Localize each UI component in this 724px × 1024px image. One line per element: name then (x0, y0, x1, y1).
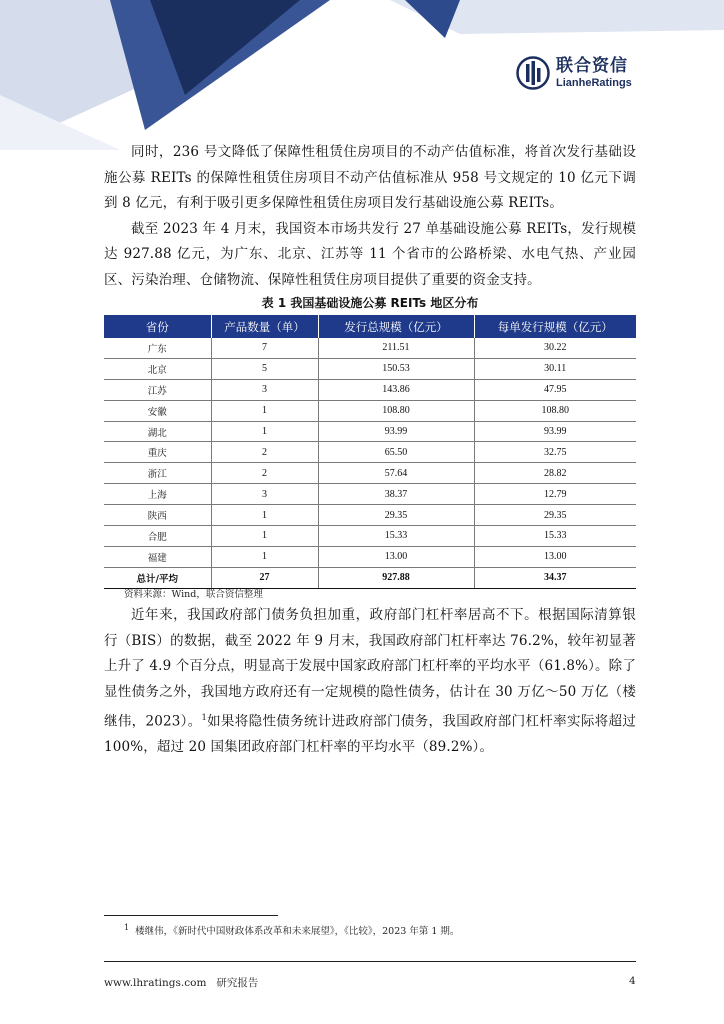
paragraph-3-part-a: 近年来，我国政府部门债务负担加重，政府部门杠杆率居高不下。根据国际清算银行（BIS）的数据，截至 2022 年 9 月末，我国政府部门杠杆率达 76.2%，较年初显著上升了 4.9 个百分点，明显高于发展中国家政府部门杠杆率的平均水平（61.8%）。除了显性债务之外，我国地方政府还有一定规模的隐性债务，估计在 30 万亿～50 万亿（楼继伟，2023）。 (104, 607, 636, 730)
cell-avg: 47.95 (474, 379, 636, 400)
cell-total: 93.99 (318, 421, 474, 442)
cell-avg: 108.80 (474, 400, 636, 421)
cell-avg: 15.33 (474, 526, 636, 547)
cell-total: 65.50 (318, 442, 474, 463)
cell-province: 重庆 (104, 442, 211, 463)
header-province: 省份 (104, 315, 211, 338)
header-avg-size: 每单发行规模（亿元） (474, 315, 636, 338)
cell-avg: 32.75 (474, 442, 636, 463)
cell-count: 7 (211, 338, 318, 358)
cell-count: 5 (211, 358, 318, 379)
footnote-ref[interactable]: 1 (201, 713, 207, 722)
footer-site-link[interactable]: www.lhratings.com (104, 977, 207, 989)
total-avg: 34.37 (474, 567, 636, 588)
cell-avg: 30.22 (474, 338, 636, 358)
cell-province: 湖北 (104, 421, 211, 442)
total-label: 总计/平均 (104, 567, 211, 588)
paragraph-3 (104, 603, 636, 761)
logo-chinese-name: 联合资信 (556, 55, 628, 76)
cell-count: 1 (211, 421, 318, 442)
page-number: 4 (629, 975, 636, 987)
table-row (104, 338, 636, 358)
header-count: 产品数量（单） (211, 315, 318, 338)
paragraph-2: 截至 2023 年 4 月末，我国资本市场共发行 27 单基础设施公募 REITs，发行规模达 927.88 亿元，为广东、北京、江苏等 11 个省市的公路桥梁、水电气热、产业园区、污染治理、仓储物流、保障性租赁住房项目提供了重要的资金支持。 (104, 220, 636, 288)
table-row (104, 505, 636, 526)
table-row (104, 358, 636, 379)
table-row (104, 442, 636, 463)
cell-count: 1 (211, 400, 318, 421)
reits-region-table (104, 315, 636, 589)
cell-province: 北京 (104, 358, 211, 379)
body-text-top (104, 140, 636, 293)
paragraph-3-part-b: 如果将隐性债务统计进政府部门债务，我国政府部门杠杆率实际将超过 100%，超过 20 国集团政府部门杠杆率的平均水平（89.2%）。 (104, 713, 636, 755)
cell-province: 陕西 (104, 505, 211, 526)
cell-province: 安徽 (104, 400, 211, 421)
cell-total: 29.35 (318, 505, 474, 526)
footer-label: 研究报告 (216, 977, 259, 989)
cell-province: 浙江 (104, 463, 211, 484)
header-total-size: 发行总规模（亿元） (318, 315, 474, 338)
header-right-dark-shape (405, 0, 460, 38)
cell-total: 143.86 (318, 379, 474, 400)
total-size: 927.88 (318, 567, 474, 588)
table-row (104, 421, 636, 442)
cell-avg: 12.79 (474, 484, 636, 505)
cell-province: 合肥 (104, 526, 211, 547)
table-row (104, 379, 636, 400)
cell-total: 150.53 (318, 358, 474, 379)
cell-avg: 93.99 (474, 421, 636, 442)
cell-count: 2 (211, 463, 318, 484)
cell-avg: 13.00 (474, 546, 636, 567)
logo-english-name: LianheRatings (556, 76, 632, 89)
cell-avg: 29.35 (474, 505, 636, 526)
cell-province: 江苏 (104, 379, 211, 400)
cell-avg: 28.82 (474, 463, 636, 484)
body-text-bottom (104, 603, 636, 761)
table-row (104, 484, 636, 505)
total-count: 27 (211, 567, 318, 588)
cell-avg: 30.11 (474, 358, 636, 379)
paragraph-1: 同时，236 号文降低了保障性租赁住房项目的不动产估值标准，将首次发行基础设施公募 REITs 的保障性租赁住房项目不动产估值标准从 958 号文规定的 10 亿元下调到 8 亿元，有利于吸引更多保障性租赁住房项目发行基础设施公募 REITs。 (104, 144, 636, 211)
footer-left (104, 975, 258, 990)
cell-total: 57.64 (318, 463, 474, 484)
table-caption: 表 1 我国基础设施公募 REITs 地区分布 (261, 296, 479, 310)
footnote-divider (104, 915, 278, 916)
cell-count: 1 (211, 526, 318, 547)
footnote-number: 1 (124, 923, 130, 932)
table-row (104, 546, 636, 567)
table-header-row (104, 315, 636, 338)
cell-count: 2 (211, 442, 318, 463)
cell-total: 15.33 (318, 526, 474, 547)
cell-count: 3 (211, 379, 318, 400)
cell-count: 1 (211, 505, 318, 526)
company-logo (516, 56, 632, 90)
cell-total: 211.51 (318, 338, 474, 358)
cell-province: 上海 (104, 484, 211, 505)
table-source-note: 资料来源：Wind，联合资信整理 (124, 589, 263, 600)
cell-count: 3 (211, 484, 318, 505)
cell-province: 广东 (104, 338, 211, 358)
cell-count: 1 (211, 546, 318, 567)
table-row (104, 463, 636, 484)
cell-total: 13.00 (318, 546, 474, 567)
cell-total: 108.80 (318, 400, 474, 421)
logo-mark-icon (516, 56, 550, 90)
cell-province: 福建 (104, 546, 211, 567)
cell-total: 38.37 (318, 484, 474, 505)
footnote-text: 楼继伟，《新时代中国财政体系改革和未来展望》，《比较》，2023 年第 1 期。 (135, 926, 460, 938)
footer-divider (104, 961, 636, 962)
table-row (104, 400, 636, 421)
footnote (124, 923, 459, 937)
table-row (104, 526, 636, 547)
